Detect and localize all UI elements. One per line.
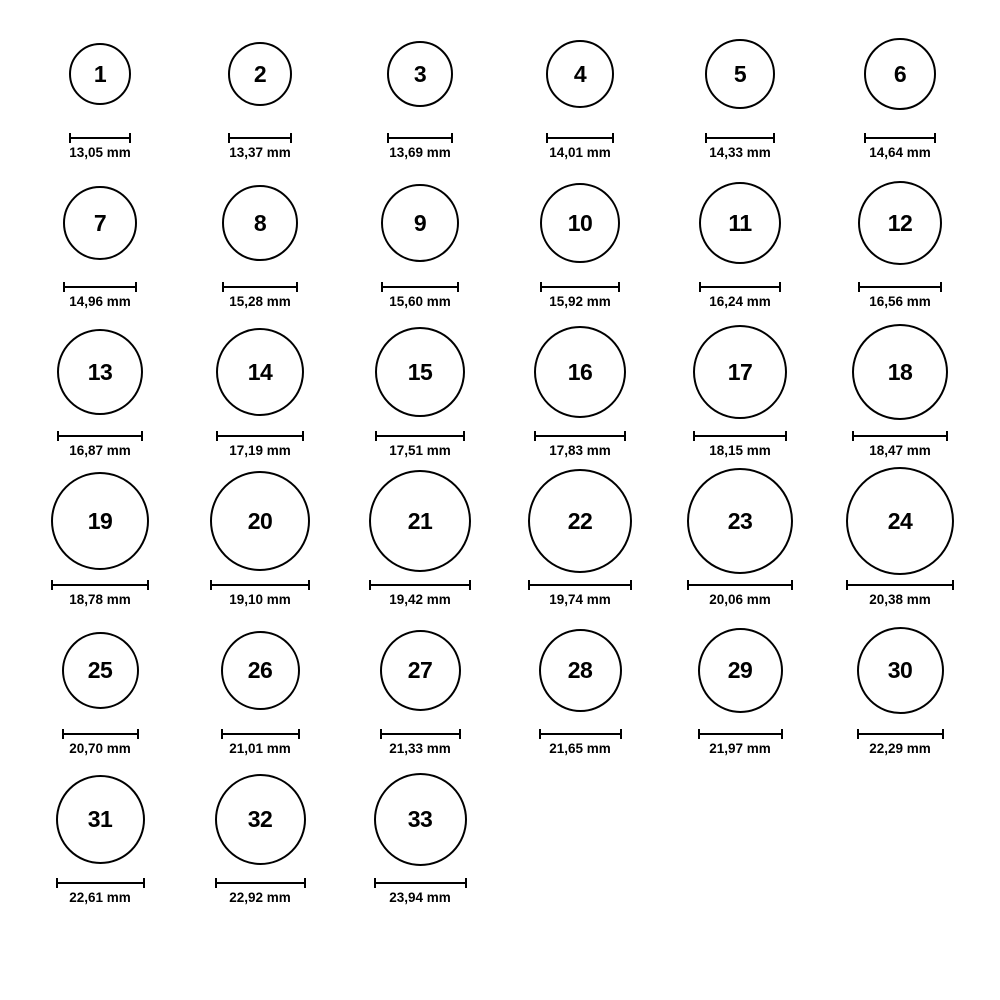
ruler-cap-left [864, 133, 866, 143]
ring-diameter-ruler [534, 431, 626, 440]
ring-diameter-label: 23,94 mm [389, 890, 451, 905]
ring-size-cell[interactable] [387, 18, 453, 160]
ruler-cap-right [620, 729, 622, 739]
ring-diameter-label: 20,70 mm [69, 741, 131, 756]
ring-diameter-label: 16,24 mm [709, 294, 771, 309]
ring-circle[interactable] [63, 186, 137, 260]
ring-diameter-label: 16,87 mm [69, 443, 131, 458]
ring-size-number: 11 [728, 209, 752, 236]
ring-diameter-ruler [215, 878, 306, 887]
ring-diameter-ruler [62, 729, 139, 738]
ring-diameter-label: 16,56 mm [869, 294, 931, 309]
ring-circle-wrap [387, 18, 453, 130]
ruler-bar [539, 733, 622, 735]
ring-diameter-label: 19,42 mm [389, 592, 451, 607]
ring-circle[interactable] [51, 472, 149, 570]
ruler-bar [57, 435, 143, 437]
ruler-cap-right [469, 580, 471, 590]
ring-circle[interactable] [221, 631, 300, 710]
ruler-cap-left [858, 282, 860, 292]
ruler-bar [62, 733, 139, 735]
ring-circle[interactable] [374, 773, 467, 866]
ruler-cap-left [699, 282, 701, 292]
ring-circle-wrap [57, 316, 143, 428]
ring-diameter-ruler [857, 729, 944, 738]
ring-size-number: 10 [567, 209, 593, 236]
ruler-bar [693, 435, 787, 437]
ring-circle-wrap [698, 614, 783, 726]
ring-circle[interactable] [56, 775, 145, 864]
ring-size-cell[interactable] [698, 614, 783, 756]
ruler-cap-right [618, 282, 620, 292]
ring-circle-wrap [369, 465, 471, 577]
ring-circle-wrap [693, 316, 787, 428]
ruler-cap-left [687, 580, 689, 590]
ruler-cap-right [141, 431, 143, 441]
ring-circle[interactable] [534, 326, 626, 418]
ruler-cap-left [374, 878, 376, 888]
ruler-bar [852, 435, 948, 437]
ring-diameter-label: 19,74 mm [549, 592, 611, 607]
ring-size-cell[interactable] [228, 18, 292, 160]
ring-size-cell[interactable] [699, 167, 781, 309]
ring-size-cell[interactable] [57, 316, 143, 458]
ruler-cap-right [624, 431, 626, 441]
ruler-bar [857, 733, 944, 735]
ring-size-cell[interactable] [540, 167, 620, 309]
ruler-bar [69, 137, 131, 139]
ring-size-cell[interactable] [705, 18, 775, 160]
ruler-bar [846, 584, 954, 586]
ruler-bar [374, 882, 467, 884]
ring-circle-wrap [864, 18, 936, 130]
ring-circle[interactable] [705, 39, 775, 109]
ring-size-cell[interactable] [534, 316, 626, 458]
ruler-cap-right [465, 878, 467, 888]
ring-size-number: 1 [93, 60, 107, 87]
ruler-bar [387, 137, 453, 139]
ring-diameter-label: 21,65 mm [549, 741, 611, 756]
ring-size-number: 29 [727, 656, 753, 683]
ruler-cap-left [381, 282, 383, 292]
ring-circle[interactable] [687, 468, 793, 574]
ruler-bar [210, 584, 310, 586]
ruler-cap-right [135, 282, 137, 292]
ring-size-number: 8 [253, 209, 267, 236]
ruler-cap-left [222, 282, 224, 292]
ruler-cap-right [451, 133, 453, 143]
ruler-cap-left [369, 580, 371, 590]
ring-diameter-ruler [210, 580, 310, 589]
ring-diameter-label: 14,01 mm [549, 145, 611, 160]
ruler-cap-left [210, 580, 212, 590]
ruler-cap-left [69, 133, 71, 143]
ring-circle-wrap [540, 167, 620, 279]
ruler-bar [699, 286, 781, 288]
ruler-cap-left [215, 878, 217, 888]
ring-diameter-label: 15,92 mm [549, 294, 611, 309]
ring-size-number: 30 [887, 656, 913, 683]
ring-circle[interactable] [216, 328, 304, 416]
ruler-bar [221, 733, 300, 735]
ruler-bar [222, 286, 298, 288]
ring-circle-wrap [228, 18, 292, 130]
ruler-bar [864, 137, 936, 139]
ring-circle[interactable] [375, 327, 465, 417]
ruler-cap-right [781, 729, 783, 739]
ring-circle[interactable] [546, 40, 614, 108]
ring-circle-wrap [528, 465, 632, 577]
ring-circle-wrap [374, 763, 467, 875]
ring-size-number: 28 [567, 656, 593, 683]
ruler-cap-left [387, 133, 389, 143]
ruler-cap-right [779, 282, 781, 292]
ring-diameter-label: 13,37 mm [229, 145, 291, 160]
ruler-bar [369, 584, 471, 586]
ring-diameter-label: 18,15 mm [709, 443, 771, 458]
ring-size-cell[interactable] [864, 18, 936, 160]
ring-size-number: 14 [247, 358, 273, 385]
ring-circle[interactable] [528, 469, 632, 573]
ruler-cap-right [147, 580, 149, 590]
ring-size-cell[interactable] [528, 465, 632, 607]
ring-diameter-ruler [369, 580, 471, 589]
ring-circle-wrap [546, 18, 614, 130]
ring-diameter-label: 17,51 mm [389, 443, 451, 458]
ring-size-number: 6 [893, 60, 907, 87]
ring-diameter-ruler [381, 282, 459, 291]
ring-diameter-ruler [69, 133, 131, 142]
ring-diameter-ruler [63, 282, 137, 291]
ring-circle-wrap [222, 167, 298, 279]
ruler-cap-left [540, 282, 542, 292]
ruler-cap-right [785, 431, 787, 441]
ruler-cap-right [290, 133, 292, 143]
ruler-cap-right [612, 133, 614, 143]
ring-size-cell[interactable] [852, 316, 948, 458]
ruler-bar [540, 286, 620, 288]
ring-diameter-ruler [705, 133, 775, 142]
ring-diameter-label: 18,47 mm [869, 443, 931, 458]
ring-circle-wrap [687, 465, 793, 577]
ring-circle-wrap [56, 763, 145, 875]
ring-size-number: 26 [247, 656, 273, 683]
ring-diameter-label: 21,33 mm [389, 741, 451, 756]
ruler-cap-right [459, 729, 461, 739]
ring-circle[interactable] [69, 43, 131, 105]
ring-diameter-ruler [528, 580, 632, 589]
ring-circle-wrap [375, 316, 465, 428]
ruler-cap-left [693, 431, 695, 441]
ring-circle-wrap [380, 614, 461, 726]
ruler-cap-right [940, 282, 942, 292]
ring-size-number: 16 [567, 358, 593, 385]
ring-circle-wrap [705, 18, 775, 130]
ruler-cap-left [62, 729, 64, 739]
ruler-cap-left [698, 729, 700, 739]
ring-size-number: 20 [247, 507, 273, 534]
ring-diameter-ruler [699, 282, 781, 291]
ring-diameter-ruler [51, 580, 149, 589]
ring-size-cell[interactable] [858, 167, 942, 309]
ruler-cap-right [137, 729, 139, 739]
ring-diameter-ruler [222, 282, 298, 291]
ring-circle-wrap [216, 316, 304, 428]
ruler-cap-left [380, 729, 382, 739]
ruler-cap-right [946, 431, 948, 441]
ring-diameter-ruler [375, 431, 465, 440]
ruler-bar [698, 733, 783, 735]
ring-size-number: 5 [733, 60, 747, 87]
ruler-cap-left [534, 431, 536, 441]
ring-circle-wrap [63, 167, 137, 279]
ring-size-number: 21 [407, 507, 433, 534]
ring-circle[interactable] [852, 324, 948, 420]
ring-size-number: 31 [87, 805, 113, 832]
ring-diameter-ruler [846, 580, 954, 589]
ring-diameter-label: 14,96 mm [69, 294, 131, 309]
ring-size-cell[interactable] [857, 614, 944, 756]
ruler-bar [51, 584, 149, 586]
ring-size-number: 17 [727, 358, 753, 385]
ring-size-number: 12 [887, 209, 913, 236]
ring-diameter-label: 19,10 mm [229, 592, 291, 607]
ruler-cap-right [457, 282, 459, 292]
ring-size-number: 2 [253, 60, 267, 87]
ring-diameter-ruler [864, 133, 936, 142]
ring-circle[interactable] [699, 182, 781, 264]
ring-size-number: 19 [87, 507, 113, 534]
ring-diameter-label: 14,64 mm [869, 145, 931, 160]
ring-circle[interactable] [864, 38, 936, 110]
ring-circle-wrap [381, 167, 459, 279]
ring-circle-wrap [51, 465, 149, 577]
ruler-cap-right [308, 580, 310, 590]
ring-diameter-label: 22,92 mm [229, 890, 291, 905]
ring-diameter-ruler [374, 878, 467, 887]
ring-diameter-ruler [698, 729, 783, 738]
ring-circle[interactable] [57, 329, 143, 415]
ring-diameter-ruler [56, 878, 145, 887]
ring-circle[interactable] [693, 325, 787, 419]
ring-size-cell[interactable] [222, 167, 298, 309]
ring-diameter-label: 21,01 mm [229, 741, 291, 756]
ring-circle-wrap [62, 614, 139, 726]
ring-size-cell[interactable] [51, 465, 149, 607]
ring-circle-wrap [539, 614, 622, 726]
ring-size-cell[interactable] [846, 465, 954, 607]
ring-size-cell[interactable] [210, 465, 310, 607]
ring-diameter-label: 20,06 mm [709, 592, 771, 607]
ruler-cap-right [630, 580, 632, 590]
ring-size-cell[interactable] [687, 465, 793, 607]
ruler-bar [546, 137, 614, 139]
ring-size-cell[interactable] [369, 465, 471, 607]
ring-diameter-label: 20,38 mm [869, 592, 931, 607]
ruler-cap-right [773, 133, 775, 143]
ring-size-number: 4 [573, 60, 587, 87]
ruler-bar [375, 435, 465, 437]
ring-circle[interactable] [846, 467, 954, 575]
ring-size-cell[interactable] [69, 18, 131, 160]
ruler-cap-left [852, 431, 854, 441]
ring-size-cell[interactable] [62, 614, 139, 756]
ring-diameter-ruler [216, 431, 304, 440]
ring-size-cell[interactable] [215, 763, 306, 905]
ruler-cap-left [228, 133, 230, 143]
ring-size-number: 15 [407, 358, 433, 385]
ring-diameter-ruler [852, 431, 948, 440]
ring-circle[interactable] [381, 184, 459, 262]
ring-circle-wrap [699, 167, 781, 279]
ring-circle-wrap [857, 614, 944, 726]
ruler-bar [858, 286, 942, 288]
ring-grid [20, 18, 980, 912]
ruler-bar [215, 882, 306, 884]
ring-size-cell[interactable] [375, 316, 465, 458]
ruler-bar [216, 435, 304, 437]
ring-diameter-label: 13,05 mm [69, 145, 131, 160]
ring-circle-wrap [852, 316, 948, 428]
ring-diameter-ruler [540, 282, 620, 291]
ring-diameter-label: 22,29 mm [869, 741, 931, 756]
ring-circle[interactable] [540, 183, 620, 263]
ring-circle[interactable] [222, 185, 298, 261]
ring-circle[interactable] [62, 632, 139, 709]
ring-size-number: 32 [247, 805, 273, 832]
ring-circle-wrap [846, 465, 954, 577]
ring-size-number: 3 [413, 60, 427, 87]
ring-circle-wrap [858, 167, 942, 279]
ring-size-number: 18 [887, 358, 913, 385]
ring-size-cell[interactable] [539, 614, 622, 756]
ruler-cap-left [216, 431, 218, 441]
ring-size-cell[interactable] [56, 763, 145, 905]
ring-diameter-label: 15,28 mm [229, 294, 291, 309]
ring-diameter-label: 21,97 mm [709, 741, 771, 756]
ring-circle[interactable] [215, 774, 306, 865]
ring-size-cell[interactable] [380, 614, 461, 756]
ring-diameter-ruler [228, 133, 292, 142]
ring-size-cell[interactable] [221, 614, 300, 756]
ring-size-cell[interactable] [63, 167, 137, 309]
ruler-cap-right [791, 580, 793, 590]
ruler-cap-left [56, 878, 58, 888]
ruler-bar [56, 882, 145, 884]
ring-size-number: 33 [407, 805, 433, 832]
ruler-cap-right [942, 729, 944, 739]
ring-size-cell[interactable] [374, 763, 467, 905]
ring-size-cell[interactable] [216, 316, 304, 458]
ring-size-number: 25 [87, 656, 113, 683]
ruler-bar [380, 733, 461, 735]
ring-diameter-label: 13,69 mm [389, 145, 451, 160]
ring-circle[interactable] [539, 629, 622, 712]
ring-diameter-ruler [539, 729, 622, 738]
ring-circle-wrap [221, 614, 300, 726]
ring-circle[interactable] [858, 181, 942, 265]
ring-circle[interactable] [228, 42, 292, 106]
ring-circle[interactable] [857, 627, 944, 714]
ruler-cap-left [539, 729, 541, 739]
ring-size-number: 27 [407, 656, 433, 683]
ring-diameter-label: 17,83 mm [549, 443, 611, 458]
ruler-cap-left [546, 133, 548, 143]
ruler-cap-right [952, 580, 954, 590]
ring-diameter-ruler [380, 729, 461, 738]
ring-circle-wrap [69, 18, 131, 130]
ring-size-cell[interactable] [693, 316, 787, 458]
ruler-cap-right [298, 729, 300, 739]
ring-circle[interactable] [380, 630, 461, 711]
ring-circle-wrap [215, 763, 306, 875]
ruler-cap-right [143, 878, 145, 888]
ruler-cap-left [51, 580, 53, 590]
ring-diameter-ruler [693, 431, 787, 440]
ruler-bar [534, 435, 626, 437]
ruler-cap-left [705, 133, 707, 143]
ring-size-cell[interactable] [381, 167, 459, 309]
ring-diameter-label: 15,60 mm [389, 294, 451, 309]
ring-diameter-ruler [858, 282, 942, 291]
ring-diameter-ruler [387, 133, 453, 142]
ruler-cap-right [463, 431, 465, 441]
ruler-cap-left [528, 580, 530, 590]
ruler-cap-left [857, 729, 859, 739]
ring-size-number: 23 [727, 507, 753, 534]
ring-diameter-ruler [57, 431, 143, 440]
ring-circle[interactable] [698, 628, 783, 713]
ruler-bar [687, 584, 793, 586]
ring-circle[interactable] [387, 41, 453, 107]
ruler-cap-left [221, 729, 223, 739]
ring-diameter-ruler [221, 729, 300, 738]
ruler-bar [63, 286, 137, 288]
ring-diameter-ruler [546, 133, 614, 142]
ruler-cap-left [375, 431, 377, 441]
ruler-cap-left [57, 431, 59, 441]
ring-circle-wrap [534, 316, 626, 428]
ring-diameter-ruler [687, 580, 793, 589]
ring-size-number: 22 [567, 507, 593, 534]
ruler-bar [228, 137, 292, 139]
ruler-cap-right [296, 282, 298, 292]
ruler-bar [528, 584, 632, 586]
ring-circle[interactable] [210, 471, 310, 571]
ruler-cap-right [129, 133, 131, 143]
ring-circle[interactable] [369, 470, 471, 572]
ring-diameter-label: 17,19 mm [229, 443, 291, 458]
ring-size-number: 24 [887, 507, 913, 534]
ring-size-number: 7 [93, 209, 107, 236]
ruler-cap-left [846, 580, 848, 590]
ruler-cap-right [304, 878, 306, 888]
ruler-bar [705, 137, 775, 139]
ruler-cap-right [302, 431, 304, 441]
ring-diameter-label: 18,78 mm [69, 592, 131, 607]
ring-diameter-label: 14,33 mm [709, 145, 771, 160]
ruler-bar [381, 286, 459, 288]
ring-circle-wrap [210, 465, 310, 577]
ring-diameter-label: 22,61 mm [69, 890, 131, 905]
ruler-cap-left [63, 282, 65, 292]
ring-size-cell[interactable] [546, 18, 614, 160]
ring-size-number: 9 [413, 209, 427, 236]
ring-size-number: 13 [87, 358, 113, 385]
ruler-cap-right [934, 133, 936, 143]
